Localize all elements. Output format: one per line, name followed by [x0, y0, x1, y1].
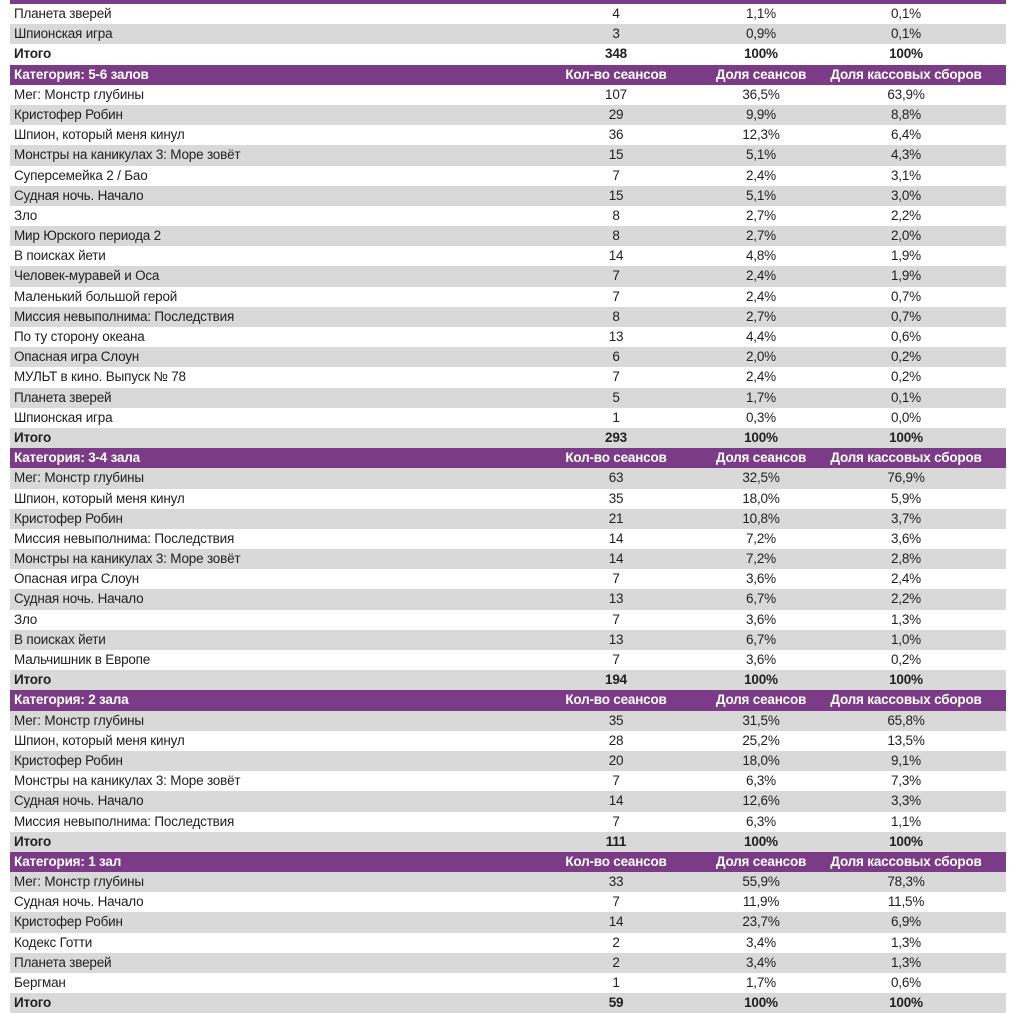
- movie-title-cell: Кристофер Робин: [14, 510, 123, 526]
- sessions-share-cell: 2,4%: [746, 369, 776, 385]
- table-row: [10, 408, 1006, 428]
- movie-title-cell: Судная ночь. Начало: [14, 591, 144, 607]
- movie-title-cell: МУЛЬТ в кино. Выпуск № 78: [14, 369, 186, 385]
- column-header-0: Кол-во сеансов: [565, 450, 667, 466]
- movie-title-cell: Мир Юрского периода 2: [14, 228, 161, 244]
- sessions-share-cell: 6,7%: [746, 591, 776, 607]
- sessions-count-cell: 20: [608, 752, 624, 768]
- table-row: [10, 751, 1006, 771]
- movie-title-cell: По ту сторону океана: [14, 329, 145, 344]
- table-row: [10, 226, 1006, 246]
- section-header-label: Категория: 1 зал: [14, 853, 122, 869]
- box-office-share-cell: 9,1%: [891, 752, 921, 768]
- sessions-count-cell: 348: [605, 46, 627, 62]
- box-office-share-cell: 1,9%: [891, 248, 921, 264]
- box-office-share-cell: 63,9%: [887, 86, 925, 102]
- sessions-share-cell: 1,1%: [746, 6, 776, 21]
- movie-title-cell: Зло: [14, 611, 38, 627]
- box-office-share-cell: 2,0%: [891, 228, 921, 244]
- movie-title-cell: Миссия невыполнима: Последствия: [14, 530, 235, 546]
- section-header-label: Категория: 2 зала: [14, 692, 129, 708]
- movie-title-cell: Судная ночь. Начало: [14, 793, 144, 809]
- sessions-share-cell: 10,8%: [742, 510, 780, 526]
- sessions-count-cell: 2: [612, 954, 620, 970]
- sessions-share-cell: 3,6%: [746, 652, 776, 667]
- section-header-row: [10, 448, 1006, 468]
- sessions-count-cell: 15: [608, 187, 624, 203]
- sessions-count-cell: 111: [605, 833, 627, 849]
- movie-title-cell: Шпионская игра: [14, 409, 113, 425]
- total-label-cell: Итого: [14, 46, 52, 62]
- sessions-count-cell: 35: [608, 712, 624, 728]
- sessions-count-cell: 8: [612, 228, 620, 244]
- table-row: [10, 711, 1006, 731]
- box-office-share-cell: 65,8%: [887, 712, 925, 728]
- sessions-count-cell: 3: [612, 26, 620, 42]
- box-office-share-cell: 1,0%: [891, 631, 921, 647]
- sessions-count-cell: 293: [605, 429, 627, 445]
- sessions-share-cell: 2,7%: [746, 207, 776, 223]
- movie-title-cell: Планета зверей: [14, 954, 112, 970]
- total-label-cell: Итого: [14, 429, 52, 445]
- movie-title-cell: Опасная игра Слоун: [14, 349, 140, 365]
- total-row: [10, 993, 1006, 1013]
- sessions-count-cell: 33: [608, 874, 624, 890]
- sessions-count-cell: 194: [605, 672, 627, 688]
- table-row: [10, 468, 1006, 488]
- sessions-share-cell: 4,4%: [746, 329, 776, 344]
- movie-title-cell: В поисках йети: [14, 248, 106, 264]
- box-office-share-cell: 3,0%: [891, 187, 921, 203]
- sessions-share-cell: 2,4%: [746, 288, 776, 304]
- sessions-count-cell: 14: [608, 914, 624, 930]
- box-office-share-cell: 0,6%: [891, 975, 921, 990]
- movie-title-cell: Миссия невыполнима: Последствия: [14, 308, 235, 324]
- box-office-share-cell: 3,3%: [891, 793, 921, 809]
- sessions-share-cell: 55,9%: [742, 874, 780, 890]
- table-row: [10, 630, 1006, 650]
- movie-title-cell: Человек-муравей и Оса: [14, 268, 160, 284]
- box-office-share-cell: 100%: [889, 672, 923, 688]
- sessions-share-cell: 0,9%: [746, 26, 776, 42]
- table-row: [10, 307, 1006, 327]
- movie-title-cell: Шпион, который меня кинул: [14, 490, 185, 506]
- sessions-share-cell: 12,3%: [742, 127, 780, 143]
- movie-title-cell: Судная ночь. Начало: [14, 187, 144, 203]
- movie-title-cell: Планета зверей: [14, 6, 112, 21]
- total-row: [10, 44, 1006, 64]
- sessions-share-cell: 18,0%: [742, 490, 780, 506]
- sessions-count-cell: 7: [612, 571, 620, 587]
- section-header-row: [10, 690, 1006, 710]
- movie-title-cell: Кристофер Робин: [14, 752, 123, 768]
- box-office-share-cell: 78,3%: [887, 874, 925, 890]
- sessions-share-cell: 100%: [744, 995, 778, 1011]
- sessions-share-cell: 3,4%: [746, 954, 776, 970]
- box-office-share-cell: 13,5%: [887, 732, 925, 748]
- table-row: [10, 206, 1006, 226]
- table-row: [10, 509, 1006, 529]
- box-office-share-cell: 2,8%: [891, 551, 921, 567]
- column-header-1: Доля сеансов: [715, 66, 807, 82]
- table-row: [10, 973, 1006, 993]
- sessions-share-cell: 2,7%: [746, 308, 776, 324]
- movie-title-cell: Маленький большой герой: [14, 288, 178, 304]
- column-header-2: Доля кассовых сборов: [830, 692, 982, 708]
- box-office-share-cell: 8,8%: [891, 106, 921, 122]
- movie-title-cell: Шпион, который меня кинул: [14, 127, 185, 143]
- movie-title-cell: Суперсемейка 2 / Бао: [14, 167, 148, 183]
- box-office-share-cell: 0,2%: [891, 652, 921, 667]
- total-row: [10, 428, 1006, 448]
- sessions-count-cell: 5: [612, 389, 620, 405]
- box-office-share-cell: 11,5%: [887, 894, 925, 910]
- box-office-share-cell: 0,1%: [891, 6, 921, 21]
- table-row: [10, 105, 1006, 125]
- sessions-count-cell: 2: [612, 934, 620, 950]
- movie-title-cell: Мег: Монстр глубины: [14, 874, 144, 890]
- sessions-count-cell: 14: [608, 551, 624, 567]
- box-office-share-cell: 1,9%: [891, 268, 921, 284]
- movie-title-cell: Мальчишник в Европе: [14, 652, 151, 667]
- sessions-share-cell: 31,5%: [742, 712, 780, 728]
- table-row: [10, 287, 1006, 307]
- column-header-0: Кол-во сеансов: [565, 853, 667, 869]
- sessions-count-cell: 13: [608, 631, 624, 647]
- movie-title-cell: Зло: [14, 207, 38, 223]
- total-label-cell: Итого: [14, 995, 52, 1011]
- sessions-share-cell: 25,2%: [742, 732, 780, 748]
- movie-title-cell: Монстры на каникулах 3: Море зовёт: [14, 551, 241, 567]
- sessions-count-cell: 8: [612, 308, 620, 324]
- sessions-count-cell: 21: [608, 510, 624, 526]
- table-row: [10, 145, 1006, 165]
- movie-title-cell: Кодекс Готти: [14, 934, 93, 950]
- total-label-cell: Итого: [14, 833, 52, 849]
- box-office-share-cell: 2,2%: [891, 207, 921, 223]
- sessions-count-cell: 14: [608, 793, 624, 809]
- table-row: [10, 388, 1006, 408]
- box-office-share-cell: 2,2%: [891, 591, 921, 607]
- sessions-share-cell: 100%: [744, 429, 778, 445]
- sessions-count-cell: 36: [608, 127, 624, 143]
- box-office-share-cell: 0,2%: [891, 349, 921, 365]
- movie-title-cell: Миссия невыполнима: Последствия: [14, 813, 235, 829]
- column-header-2: Доля кассовых сборов: [830, 450, 982, 466]
- sessions-count-cell: 14: [608, 530, 624, 546]
- sessions-count-cell: 8: [612, 207, 620, 223]
- table-row: [10, 125, 1006, 145]
- table-row: [10, 489, 1006, 509]
- total-row: [10, 670, 1006, 690]
- sessions-share-cell: 6,7%: [746, 631, 776, 647]
- sessions-share-cell: 9,9%: [746, 106, 776, 122]
- table-row: [10, 327, 1006, 347]
- sessions-count-cell: 1: [612, 975, 620, 990]
- table-row: [10, 166, 1006, 186]
- sessions-count-cell: 4: [612, 6, 620, 21]
- sessions-share-cell: 6,3%: [746, 813, 776, 829]
- box-office-share-cell: 1,1%: [891, 813, 921, 829]
- sessions-share-cell: 4,8%: [746, 248, 776, 264]
- box-office-share-cell: 0,2%: [891, 369, 921, 385]
- table-row: [10, 933, 1006, 953]
- movie-title-cell: Монстры на каникулах 3: Море зовёт: [14, 147, 241, 163]
- sessions-share-cell: 32,5%: [742, 470, 780, 486]
- sessions-share-cell: 18,0%: [742, 752, 780, 768]
- table-row: [10, 85, 1006, 105]
- box-office-share-cell: 4,3%: [891, 147, 921, 163]
- column-header-2: Доля кассовых сборов: [830, 66, 982, 82]
- sessions-share-cell: 100%: [744, 833, 778, 849]
- column-header-2: Доля кассовых сборов: [830, 853, 982, 869]
- table-row: [10, 529, 1006, 549]
- table-row: [10, 569, 1006, 589]
- table-row: [10, 589, 1006, 609]
- sessions-share-cell: 7,2%: [746, 530, 776, 546]
- column-header-1: Доля сеансов: [715, 853, 807, 869]
- sessions-share-cell: 100%: [744, 46, 778, 62]
- sessions-count-cell: 7: [612, 652, 620, 667]
- sessions-count-cell: 7: [612, 773, 620, 789]
- movie-title-cell: Мег: Монстр глубины: [14, 470, 144, 486]
- sessions-count-cell: 7: [612, 813, 620, 829]
- box-office-share-cell: 100%: [889, 429, 923, 445]
- sessions-count-cell: 7: [612, 167, 620, 183]
- box-office-share-cell: 1,3%: [891, 611, 921, 627]
- sessions-share-cell: 36,5%: [742, 86, 780, 102]
- total-label-cell: Итого: [14, 672, 52, 688]
- section-header-label: Категория: 5-6 залов: [14, 66, 149, 82]
- section-header-row: [10, 852, 1006, 872]
- table-row: [10, 953, 1006, 973]
- column-header-1: Доля сеансов: [715, 450, 807, 466]
- sessions-share-cell: 5,1%: [746, 187, 776, 203]
- sessions-count-cell: 59: [608, 995, 624, 1011]
- section-header-row: [10, 65, 1006, 85]
- box-office-share-cell: 100%: [889, 995, 923, 1011]
- column-header-0: Кол-во сеансов: [565, 66, 667, 82]
- sessions-share-cell: 1,7%: [746, 389, 776, 405]
- sessions-by-category-table: [10, 0, 1006, 1013]
- box-office-share-cell: 0,0%: [891, 409, 921, 425]
- column-header-0: Кол-во сеансов: [565, 692, 667, 708]
- box-office-share-cell: 3,6%: [891, 530, 921, 546]
- box-office-share-cell: 100%: [889, 46, 923, 62]
- table-row: [10, 812, 1006, 832]
- box-office-share-cell: 0,7%: [891, 308, 921, 324]
- sessions-count-cell: 7: [612, 288, 620, 304]
- movie-title-cell: Мег: Монстр глубины: [14, 86, 144, 102]
- box-office-share-cell: 0,6%: [891, 329, 921, 344]
- box-office-share-cell: 3,1%: [891, 167, 921, 183]
- movie-title-cell: Бергман: [14, 975, 66, 990]
- box-office-share-cell: 1,3%: [891, 934, 921, 950]
- column-header-1: Доля сеансов: [715, 692, 807, 708]
- movie-title-cell: Кристофер Робин: [14, 914, 123, 930]
- sessions-count-cell: 7: [612, 894, 620, 910]
- movie-title-cell: Мег: Монстр глубины: [14, 712, 144, 728]
- sessions-count-cell: 13: [608, 591, 624, 607]
- sessions-count-cell: 63: [608, 470, 624, 486]
- sessions-share-cell: 0,3%: [746, 409, 776, 425]
- sessions-count-cell: 13: [608, 329, 624, 344]
- movie-title-cell: Судная ночь. Начало: [14, 894, 144, 910]
- box-office-share-cell: 0,1%: [891, 26, 921, 42]
- table-row: [10, 731, 1006, 751]
- sessions-share-cell: 2,4%: [746, 268, 776, 284]
- sessions-share-cell: 11,9%: [742, 894, 780, 910]
- movie-title-cell: Шпионская игра: [14, 26, 113, 42]
- box-office-share-cell: 6,9%: [891, 914, 921, 930]
- sessions-count-cell: 29: [608, 106, 624, 122]
- box-office-share-cell: 2,4%: [891, 571, 921, 587]
- box-office-share-cell: 7,3%: [891, 773, 921, 789]
- sessions-share-cell: 12,6%: [742, 793, 780, 809]
- sessions-share-cell: 3,6%: [746, 571, 776, 587]
- sessions-share-cell: 1,7%: [746, 975, 776, 990]
- sessions-share-cell: 3,4%: [746, 934, 776, 950]
- total-row: [10, 832, 1006, 852]
- sessions-share-cell: 2,0%: [746, 349, 776, 365]
- sessions-count-cell: 7: [612, 611, 620, 627]
- box-office-share-cell: 0,1%: [891, 389, 921, 405]
- table-row: [10, 872, 1006, 892]
- sessions-count-cell: 7: [612, 369, 620, 385]
- movie-title-cell: В поисках йети: [14, 631, 106, 647]
- sessions-count-cell: 14: [608, 248, 624, 264]
- sessions-share-cell: 7,2%: [746, 551, 776, 567]
- movie-title-cell: Кристофер Робин: [14, 106, 123, 122]
- table-row: [10, 4, 1006, 24]
- table-row: [10, 610, 1006, 630]
- table-row: [10, 24, 1006, 44]
- table-row: [10, 892, 1006, 912]
- section-header-label: Категория: 3-4 зала: [14, 450, 140, 466]
- box-office-share-cell: 0,7%: [891, 288, 921, 304]
- sessions-share-cell: 23,7%: [742, 914, 780, 930]
- table-row: [10, 791, 1006, 811]
- box-office-share-cell: 6,4%: [891, 127, 921, 143]
- table-row: [10, 771, 1006, 791]
- table-row: [10, 912, 1006, 932]
- table-row: [10, 650, 1006, 670]
- table-rows-container: [10, 4, 1006, 1013]
- sessions-share-cell: 2,7%: [746, 228, 776, 244]
- sessions-count-cell: 28: [608, 732, 624, 748]
- table-row: [10, 347, 1006, 367]
- box-office-share-cell: 3,7%: [891, 510, 921, 526]
- table-row: [10, 367, 1006, 387]
- sessions-share-cell: 5,1%: [746, 147, 776, 163]
- box-office-share-cell: 76,9%: [887, 470, 925, 486]
- table-row: [10, 186, 1006, 206]
- sessions-count-cell: 15: [608, 147, 624, 163]
- sessions-count-cell: 107: [605, 86, 627, 102]
- movie-title-cell: Шпион, который меня кинул: [14, 732, 185, 748]
- sessions-share-cell: 100%: [744, 672, 778, 688]
- sessions-count-cell: 1: [612, 409, 620, 425]
- box-office-share-cell: 5,9%: [891, 490, 921, 506]
- table-row: [10, 549, 1006, 569]
- sessions-share-cell: 2,4%: [746, 167, 776, 183]
- movie-title-cell: Планета зверей: [14, 389, 112, 405]
- movie-title-cell: Монстры на каникулах 3: Море зовёт: [14, 773, 241, 789]
- box-office-share-cell: 1,3%: [891, 954, 921, 970]
- table-row: [10, 246, 1006, 266]
- sessions-share-cell: 6,3%: [746, 773, 776, 789]
- sessions-count-cell: 6: [612, 349, 620, 365]
- sessions-count-cell: 7: [612, 268, 620, 284]
- movie-title-cell: Опасная игра Слоун: [14, 571, 140, 587]
- sessions-share-cell: 3,6%: [746, 611, 776, 627]
- sessions-count-cell: 35: [608, 490, 624, 506]
- table-row: [10, 266, 1006, 286]
- box-office-share-cell: 100%: [889, 833, 923, 849]
